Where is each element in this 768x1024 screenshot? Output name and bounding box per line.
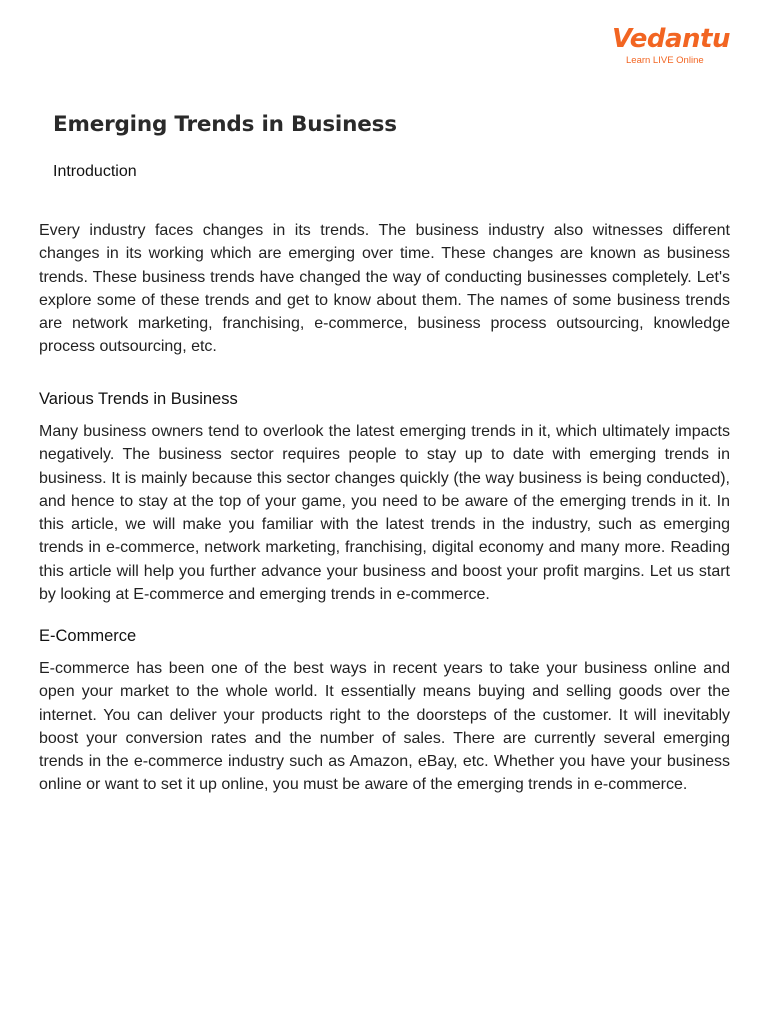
logo-tagline: Learn LIVE Online <box>626 55 704 66</box>
intro-paragraph: Every industry faces changes in its trends. The business industry also witnesses different changes in its working which are emerging over time. These changes are known as business trends. These business trends have changed the way of conducting businesses completely. Let's explore some of these trends and get to know about them. The names of some business trends are network marketing, franchising, e-commerce, business process outsourcing, knowledge process outsourcing, etc. <box>39 222 730 356</box>
vedantu-logo <box>612 22 730 72</box>
logo-wordmark: Vedantu <box>612 24 730 54</box>
section-heading-various-trends: Various Trends in Business <box>39 390 238 408</box>
section-heading-e-commerce: E-Commerce <box>39 627 137 645</box>
section-paragraph-various-trends: Many business owners tend to overlook the latest emerging trends in it, which ultimately impacts negatively. The business sector requires people to stay up to date with emerging trends in business. It is mainly because this sector changes quickly (the way business is being conducted), and hence to stay at the top of your game, you need to be aware of the emerging trends in it. In this article, we will make you familiar with the latest trends in the industry, such as emerging trends in e-commerce, network marketing, franchising, digital economy and many more. Reading this article will help you further advance your business and boost your profit margins. Let us start by looking at E-commerce and emerging trends in e-commerce. <box>39 423 730 604</box>
intro-heading: Introduction <box>53 163 137 180</box>
page-title: Emerging Trends in Business <box>53 112 397 137</box>
section-paragraph-e-commerce: E-commerce has been one of the best ways in recent years to take your business online and open your market to the whole world. It essentially means buying and selling goods over the internet. You can deliver your products right to the doorsteps of the customer. It will inevitably boost your conversion rates and the number of sales. There are currently several emerging trends in the e-commerce industry such as Amazon, eBay, etc. Whether you have your business online or want to set it up online, you must be aware of the emerging trends in e-commerce. <box>39 660 730 794</box>
